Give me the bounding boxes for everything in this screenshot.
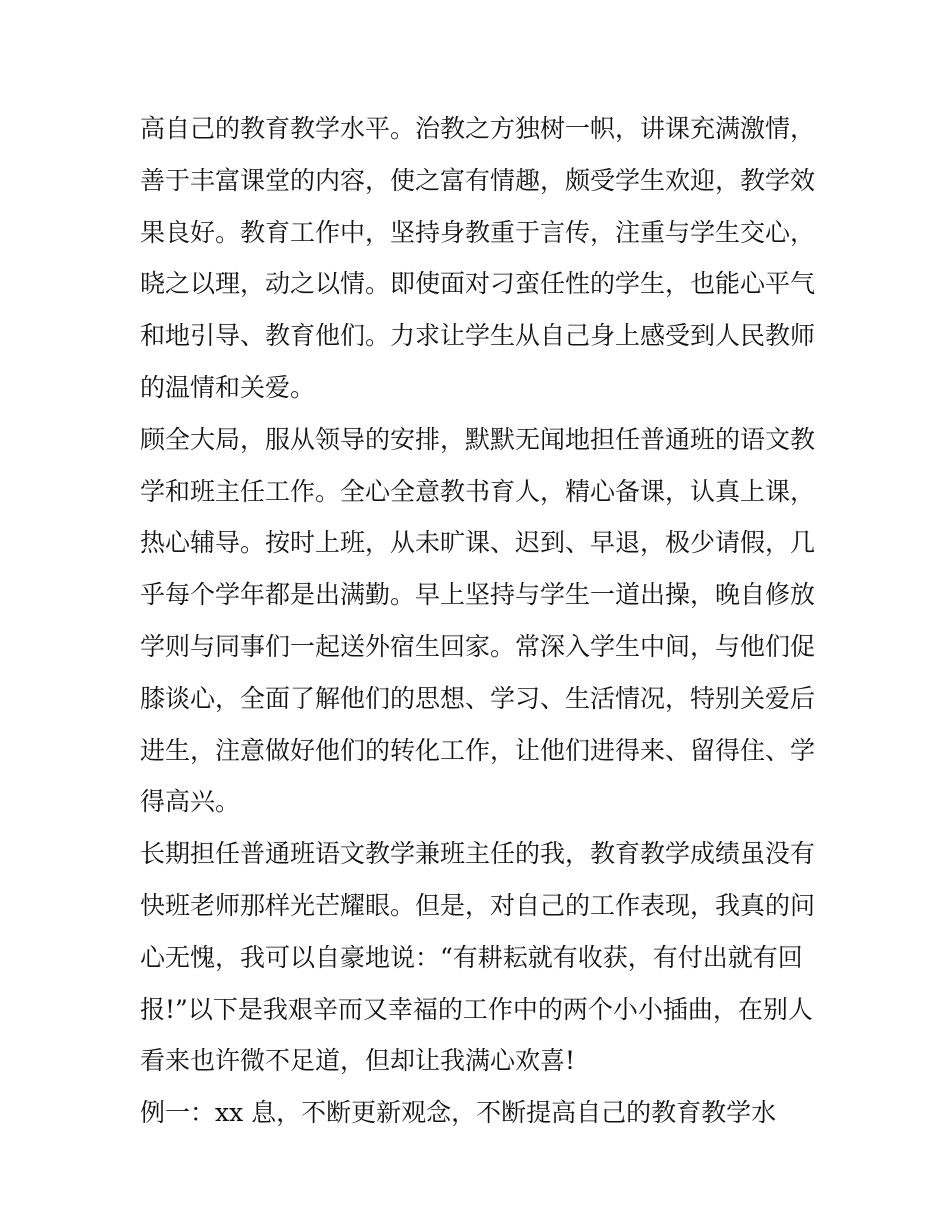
text-line: 得高兴。 bbox=[140, 787, 241, 817]
text-line: 看来也许微不足道，但却让我满心欢喜! bbox=[140, 1046, 576, 1076]
text-line: 膝谈心，全面了解他们的思想、学习、生活情况，特别关爱后 bbox=[140, 683, 816, 713]
text-line: 果良好。教育工作中，坚持身教重于言传，注重与学生交心， bbox=[140, 217, 816, 247]
text-line: 学和班主任工作。全心全意教书育人，精心备课，认真上课， bbox=[140, 476, 816, 506]
text-line: 快班老师那样光芒耀眼。但是，对自己的工作表现，我真的问 bbox=[140, 890, 816, 920]
text-line: 热心辅导。按时上班，从未旷课、迟到、早退，极少请假，几 bbox=[140, 528, 816, 558]
text-line: 善于丰富课堂的内容，使之富有情趣，颇受学生欢迎，教学效 bbox=[140, 165, 816, 195]
text-line: 和地引导、教育他们。力求让学生从自己身上感受到人民教师 bbox=[140, 321, 816, 351]
text-line: 报!”以下是我艰辛而又幸福的工作中的两个小小插曲，在别人 bbox=[140, 994, 813, 1024]
text-line: 学则与同事们一起送外宿生回家。常深入学生中间，与他们促 bbox=[140, 631, 816, 661]
text-line: 顾全大局，服从领导的安排，默默无闻地担任普通班的语文教 bbox=[140, 424, 816, 454]
text-line: 高自己的教育教学水平。治教之方独树一帜，讲课充满激情， bbox=[140, 114, 816, 143]
text-line: 乎每个学年都是出满勤。早上坚持与学生一道出操，晚自修放 bbox=[140, 580, 816, 610]
text-line: 例一：xx 息，不断更新观念，不断提高自己的教育教学水 bbox=[140, 1098, 777, 1128]
text-line: 长期担任普通班语文教学兼班主任的我，教育教学成绩虽没有 bbox=[140, 839, 816, 869]
text-line: 晓之以理，动之以情。即使面对刁蛮任性的学生，也能心平气 bbox=[140, 269, 816, 299]
text-line: 进生，注意做好他们的转化工作，让他们进得来、留得住、学 bbox=[140, 735, 816, 765]
body-text bbox=[140, 103, 820, 1139]
text-line: 的温情和关爱。 bbox=[140, 372, 316, 402]
text-line: 心无愧，我可以自豪地说：“有耕耘就有收获，有付出就有回 bbox=[140, 942, 803, 972]
